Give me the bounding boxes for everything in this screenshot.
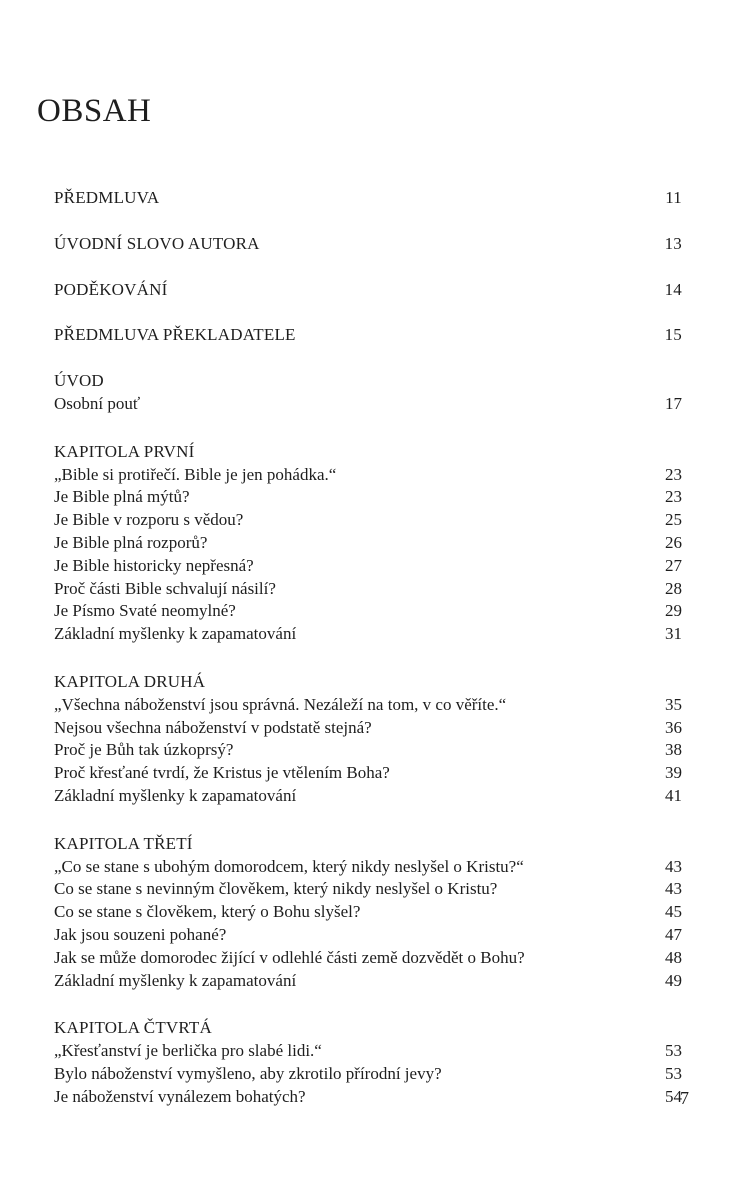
toc-entry-title: Co se stane s člověkem, který o Bohu slyšel?	[54, 902, 361, 922]
toc-entry-title: Jak jsou souzeni pohané?	[54, 924, 227, 944]
toc-entry-title: Je Bible historicky nepřesná?	[54, 555, 254, 575]
toc-entry-title: Co se stane s nevinným člověkem, který nikdy neslyšel o Kristu?	[54, 879, 498, 899]
toc-row	[54, 1086, 682, 1109]
toc-page-number: 23	[665, 464, 682, 484]
toc-row	[54, 233, 682, 256]
table-of-contents	[54, 187, 682, 1109]
toc-page-number: 14	[664, 279, 682, 299]
toc-entry-predmluva	[54, 187, 682, 210]
toc-row	[54, 464, 682, 487]
toc-entry-uvodni-slovo	[54, 233, 682, 256]
toc-entry-title: Je náboženství vynálezem bohatých?	[54, 1086, 306, 1106]
toc-row	[54, 324, 682, 347]
toc-entry-title: Osobní pouť	[54, 393, 141, 413]
toc-page-number: 53	[665, 1041, 682, 1061]
toc-row	[54, 555, 682, 578]
toc-row	[54, 694, 682, 717]
toc-row	[54, 901, 682, 924]
toc-page-number: 23	[665, 487, 682, 507]
toc-row	[54, 947, 682, 970]
toc-page-number: 43	[665, 856, 682, 876]
toc-page-number: 48	[665, 947, 682, 967]
toc-row	[54, 279, 682, 302]
toc-row	[54, 486, 682, 509]
toc-entry-title: Proč části Bible schvalují násilí?	[54, 578, 276, 598]
toc-row	[54, 1040, 682, 1063]
toc-row	[54, 717, 682, 740]
toc-entry-podekovani	[54, 279, 682, 302]
toc-chapter-4	[54, 1017, 682, 1108]
toc-page-number: 36	[665, 717, 682, 737]
toc-row	[54, 970, 682, 993]
toc-entry-title: Je Bible plná rozporů?	[54, 532, 208, 552]
toc-page-number: 54	[665, 1086, 682, 1106]
toc-row	[54, 785, 682, 808]
chapter-heading: KAPITOLA PRVNÍ	[54, 441, 195, 461]
toc-page-number: 29	[665, 601, 682, 621]
toc-entry-title: PŘEDMLUVA	[54, 188, 160, 207]
toc-page-number: 49	[665, 970, 682, 990]
toc-row	[54, 600, 682, 623]
toc-page-number: 13	[664, 233, 682, 253]
chapter-heading: KAPITOLA ČTVRTÁ	[54, 1018, 212, 1038]
toc-entry-title: ÚVODNÍ SLOVO AUTORA	[54, 233, 260, 253]
toc-entry-title: Jak se může domorodec žijící v odlehlé části země dozvědět o Bohu?	[54, 947, 525, 967]
toc-page-number: 17	[665, 393, 682, 413]
toc-row	[54, 878, 682, 901]
toc-row	[54, 532, 682, 555]
toc-row	[54, 393, 682, 416]
toc-entry-title: PODĚKOVÁNÍ	[54, 279, 168, 299]
toc-page-number: 28	[665, 578, 682, 598]
toc-page-number: 38	[665, 740, 682, 760]
toc-chapter-1	[54, 441, 682, 646]
toc-row	[54, 924, 682, 947]
toc-chapter-3	[54, 833, 682, 993]
toc-page-number: 41	[665, 785, 682, 805]
toc-page-number: 25	[665, 510, 682, 530]
toc-row	[54, 739, 682, 762]
toc-entry-title: Základní myšlenky k zapamatování	[54, 785, 297, 805]
toc-entry-title: Bylo náboženství vymyšleno, aby zkrotilo přírodní jevy?	[54, 1063, 442, 1083]
page-title: OBSAH	[37, 93, 152, 129]
toc-page-number: 47	[665, 924, 682, 944]
toc-row	[54, 762, 682, 785]
toc-row	[54, 578, 682, 601]
toc-entry-title: „Co se stane s ubohým domorodcem, který nikdy neslyšel o Kristu?“	[54, 856, 524, 876]
toc-page-number: 26	[665, 532, 682, 552]
toc-page-number: 15	[664, 325, 682, 345]
toc-entry-title: „Bible si protiřečí. Bible je jen pohádka.“	[54, 464, 337, 484]
toc-entry-title: Je Bible plná mýtů?	[54, 487, 190, 507]
toc-entry-title: Základní myšlenky k zapamatování	[54, 624, 297, 644]
toc-row	[54, 623, 682, 646]
toc-page-number: 27	[665, 555, 682, 575]
toc-page-number: 39	[665, 763, 682, 783]
toc-chapter-2	[54, 671, 682, 808]
toc-row	[54, 856, 682, 879]
toc-row	[54, 509, 682, 532]
toc-entry-title: „Všechna náboženství jsou správná. Nezáleží na tom, v co věříte.“	[54, 694, 507, 714]
toc-page-number: 43	[665, 879, 682, 899]
chapter-heading: KAPITOLA DRUHÁ	[54, 671, 206, 691]
toc-section-uvod	[54, 370, 682, 416]
toc-entry-title: Je Písmo Svaté neomylné?	[54, 601, 236, 621]
toc-page-number: 35	[665, 694, 682, 714]
page-number: 7	[680, 1088, 689, 1108]
toc-entry-title: Proč je Bůh tak úzkoprsý?	[54, 740, 234, 760]
toc-page-number: 45	[665, 902, 682, 922]
toc-entry-title: PŘEDMLUVA PŘEKLADATELE	[54, 325, 296, 345]
toc-entry-title: Nejsou všechna náboženství v podstatě stejná?	[54, 717, 372, 737]
toc-row	[54, 187, 682, 210]
toc-page-number: 53	[665, 1063, 682, 1083]
toc-page-number: 31	[665, 624, 682, 644]
toc-entry-title: „Křesťanství je berlička pro slabé lidi.“	[54, 1041, 322, 1061]
toc-entry-title: Je Bible v rozporu s vědou?	[54, 510, 244, 530]
toc-entry-title: Základní myšlenky k zapamatování	[54, 970, 297, 990]
toc-page-number: 11	[665, 188, 682, 207]
chapter-heading: KAPITOLA TŘETÍ	[54, 833, 193, 853]
toc-entry-title: Proč křesťané tvrdí, že Kristus je vtělením Boha?	[54, 763, 390, 783]
section-heading: ÚVOD	[54, 371, 104, 391]
toc-entry-predmluva-prekladatele	[54, 324, 682, 347]
toc-row	[54, 1063, 682, 1086]
